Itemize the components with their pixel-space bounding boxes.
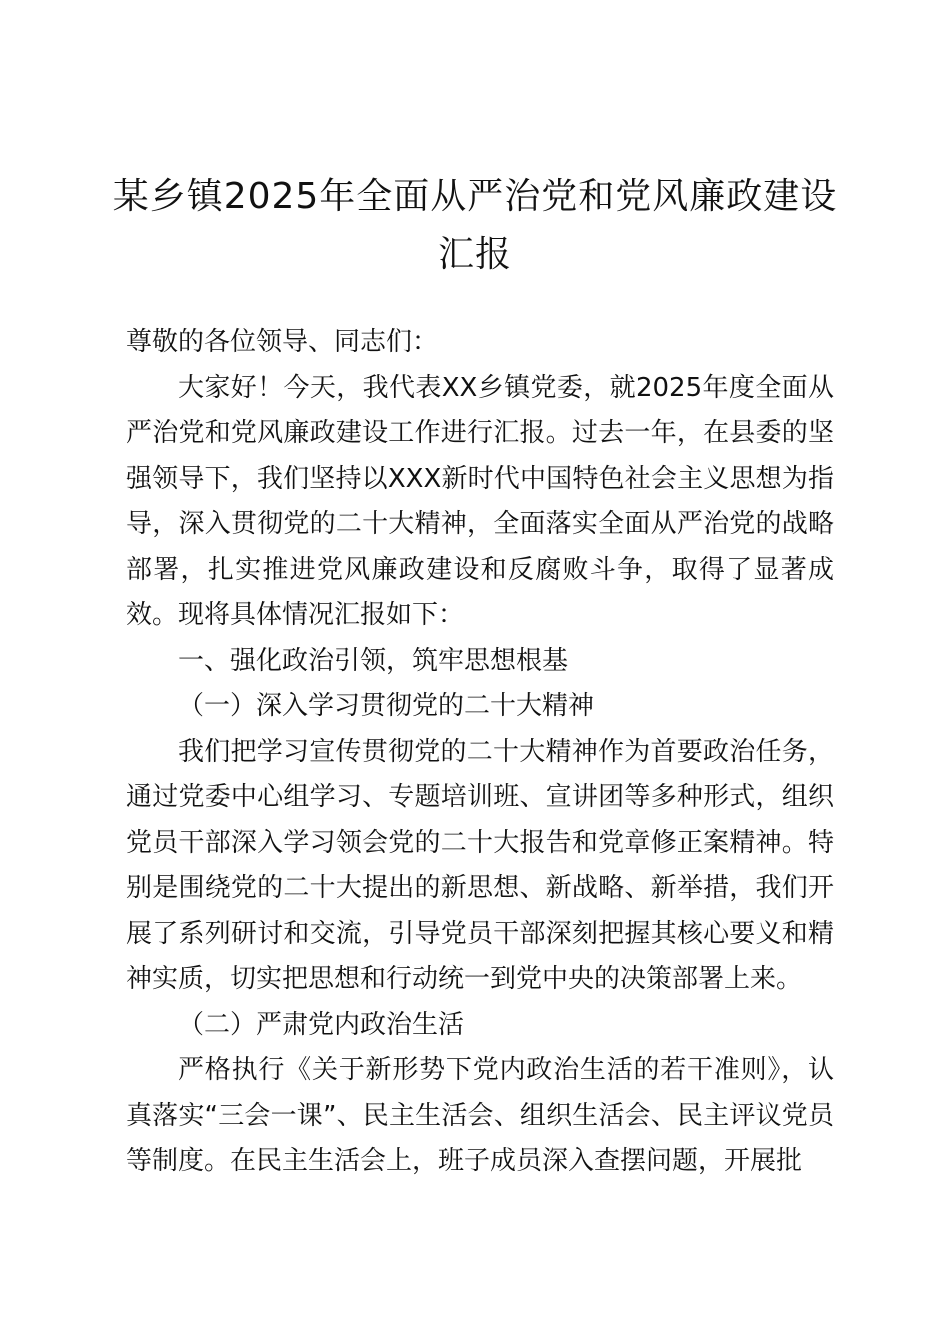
subsection-heading-2: （二）严肃党内政治生活 xyxy=(178,1009,465,1040)
body-paragraph-2: 严格执行《关于新形势下党内政治生活的若干准则》，认真落实“三会一课”、民主生活会、组织生活会、民主评议党员等制度。在民主生活会上，班子成员深入查摆问题，开展批 xyxy=(126,1055,834,1176)
body-paragraph-1: 我们把学习宣传贯彻党的二十大精神作为首要政治任务，通过党委中心组学习、专题培训班、宣讲团等多种形式，组织党员干部深入学习领会党的二十大报告和党章修正案精神。特别是围绕党的二十大提出的新思想、新战略、新举措，我们开展了系列研讨和交流，引导党员干部深刻把握其核心要义和精神实质，切实把思想和行动统一到党中央的决策部署上来。 xyxy=(126,736,834,994)
section-heading-1: 一、强化政治引领，筑牢思想根基 xyxy=(178,645,569,676)
intro-paragraph: 大家好！今天，我代表XX乡镇党委，就2025年度全面从严治党和党风廉政建设工作进行汇报。过去一年，在县委的坚强领导下，我们坚持以XXX新时代中国特色社会主义思想为指导，深入贯彻党的二十大精神，全面落实全面从严治党的战略部署，扎实推进党风廉政建设和反腐败斗争，取得了显著成效。现将具体情况汇报如下： xyxy=(126,372,834,630)
document-body xyxy=(126,320,834,1185)
document-title: 某乡镇2025年全面从严治党和党风廉政建设汇报 xyxy=(112,176,838,275)
salutation: 尊敬的各位领导、同志们： xyxy=(126,327,439,357)
subsection-heading-1: （一）深入学习贯彻党的二十大精神 xyxy=(178,691,595,721)
